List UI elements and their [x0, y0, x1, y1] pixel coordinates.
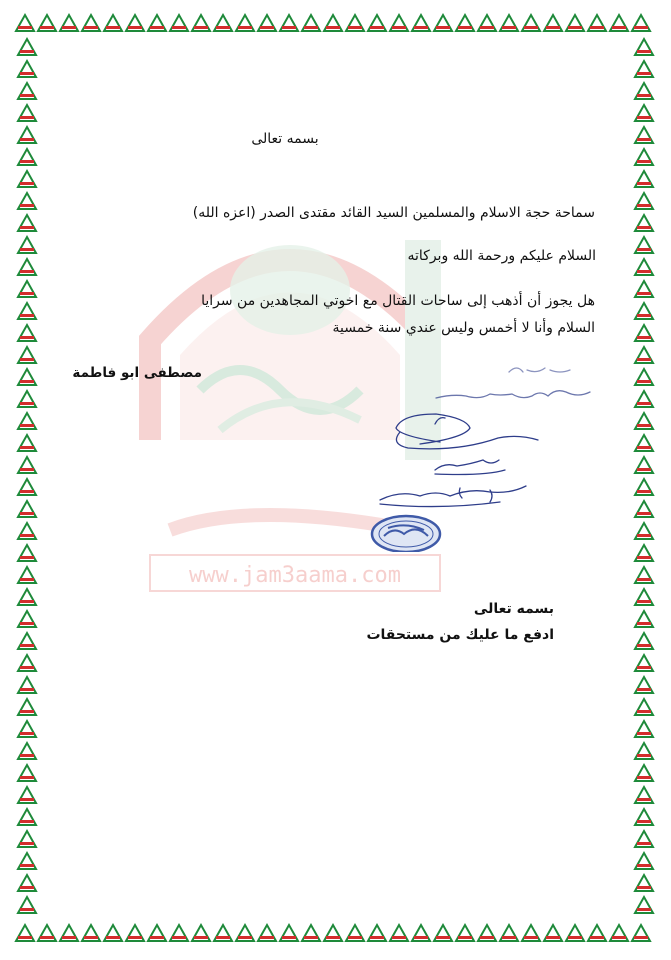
- border-ornament: [635, 611, 653, 628]
- border-ornament: [635, 39, 653, 56]
- border-ornament: [544, 925, 562, 942]
- border-ornament: [635, 831, 653, 848]
- border-ornament: [60, 15, 78, 32]
- border-ornament: [632, 15, 650, 32]
- border-ornament: [82, 15, 100, 32]
- border-ornament: [635, 853, 653, 870]
- border-ornament: [635, 523, 653, 540]
- border-ornament: [214, 15, 232, 32]
- border-ornament: [635, 171, 653, 188]
- border-ornament: [18, 677, 36, 694]
- border-ornament: [610, 925, 628, 942]
- border-ornament: [18, 457, 36, 474]
- border-ornament: [324, 925, 342, 942]
- border-ornament: [302, 15, 320, 32]
- border-ornament: [18, 655, 36, 672]
- border-ornament: [635, 743, 653, 760]
- handwritten-reply-signature: [340, 362, 600, 552]
- border-ornament: [635, 83, 653, 100]
- border-ornament: [104, 925, 122, 942]
- border-ornament: [566, 15, 584, 32]
- border-ornament: [544, 15, 562, 32]
- border-ornament: [412, 925, 430, 942]
- border-ornament: [18, 347, 36, 364]
- border-ornament: [18, 545, 36, 562]
- border-ornament: [635, 391, 653, 408]
- border-ornament: [18, 303, 36, 320]
- border-ornament: [500, 925, 518, 942]
- border-ornament: [192, 15, 210, 32]
- border-ornament: [18, 633, 36, 650]
- border-ornament: [280, 15, 298, 32]
- border-ornament: [18, 787, 36, 804]
- border-ornament: [635, 325, 653, 342]
- letter-recipient: سماحة حجة الاسلام والمسلمين السيد القائد مقتدى الصدر (اعزه الله): [192, 205, 595, 221]
- border-ornament: [18, 149, 36, 166]
- border-ornament: [635, 721, 653, 738]
- border-ornament: [18, 39, 36, 56]
- border-ornament: [126, 925, 144, 942]
- border-ornament: [635, 677, 653, 694]
- border-ornament: [566, 925, 584, 942]
- border-ornament: [635, 699, 653, 716]
- border-ornament: [280, 925, 298, 942]
- border-ornament: [148, 15, 166, 32]
- reply-opening: بسمه تعالى: [473, 601, 554, 617]
- decorative-border-bottom: [14, 920, 657, 946]
- border-ornament: [635, 369, 653, 386]
- border-ornament: [368, 925, 386, 942]
- border-ornament: [192, 925, 210, 942]
- reply-text: ادفع ما عليك من مستحقات: [366, 627, 554, 643]
- border-ornament: [434, 925, 452, 942]
- border-ornament: [635, 61, 653, 78]
- border-ornament: [18, 479, 36, 496]
- border-ornament: [18, 369, 36, 386]
- border-ornament: [18, 127, 36, 144]
- border-ornament: [522, 925, 540, 942]
- border-ornament: [635, 259, 653, 276]
- reply-block: [330, 596, 554, 648]
- border-ornament: [18, 567, 36, 584]
- border-ornament: [18, 765, 36, 782]
- border-ornament: [236, 925, 254, 942]
- letter-greeting: السلام عليكم ورحمة الله وبركاته: [407, 248, 596, 264]
- border-ornament: [632, 925, 650, 942]
- border-ornament: [258, 15, 276, 32]
- border-ornament: [635, 655, 653, 672]
- border-ornament: [38, 925, 56, 942]
- border-ornament: [635, 479, 653, 496]
- border-ornament: [302, 925, 320, 942]
- border-ornament: [368, 15, 386, 32]
- border-ornament: [635, 875, 653, 892]
- border-ornament: [16, 925, 34, 942]
- border-ornament: [18, 611, 36, 628]
- border-ornament: [522, 15, 540, 32]
- border-ornament: [635, 105, 653, 122]
- border-ornament: [635, 347, 653, 364]
- border-ornament: [82, 925, 100, 942]
- border-ornament: [18, 61, 36, 78]
- border-ornament: [60, 925, 78, 942]
- border-ornament: [635, 413, 653, 430]
- border-ornament: [18, 589, 36, 606]
- border-ornament: [635, 215, 653, 232]
- border-ornament: [390, 15, 408, 32]
- watermark-url: www.jam3aama.com: [189, 563, 401, 588]
- border-ornament: [126, 15, 144, 32]
- border-ornament: [635, 303, 653, 320]
- border-ornament: [588, 15, 606, 32]
- border-ornament: [635, 765, 653, 782]
- border-ornament: [635, 127, 653, 144]
- border-ornament: [18, 281, 36, 298]
- letter-opening: بسمه تعالى: [251, 131, 319, 147]
- border-ornament: [18, 83, 36, 100]
- border-ornament: [635, 567, 653, 584]
- border-ornament: [635, 633, 653, 650]
- border-ornament: [635, 545, 653, 562]
- border-ornament: [412, 15, 430, 32]
- border-ornament: [18, 105, 36, 122]
- border-ornament: [18, 215, 36, 232]
- border-ornament: [258, 925, 276, 942]
- border-ornament: [635, 237, 653, 254]
- border-ornament: [16, 15, 34, 32]
- border-ornament: [434, 15, 452, 32]
- border-ornament: [478, 925, 496, 942]
- border-ornament: [18, 809, 36, 826]
- border-ornament: [390, 925, 408, 942]
- border-ornament: [456, 15, 474, 32]
- border-ornament: [324, 15, 342, 32]
- border-ornament: [18, 721, 36, 738]
- border-ornament: [148, 925, 166, 942]
- border-ornament: [18, 413, 36, 430]
- border-ornament: [18, 325, 36, 342]
- border-ornament: [346, 925, 364, 942]
- border-ornament: [588, 925, 606, 942]
- border-ornament: [635, 149, 653, 166]
- border-ornament: [635, 589, 653, 606]
- border-ornament: [18, 237, 36, 254]
- border-ornament: [170, 925, 188, 942]
- border-ornament: [104, 15, 122, 32]
- border-ornament: [18, 699, 36, 716]
- border-ornament: [635, 787, 653, 804]
- border-ornament: [456, 925, 474, 942]
- border-ornament: [500, 15, 518, 32]
- letter-question: هل يجوز أن أذهب إلى ساحات القتال مع اخوتي المجاهدين من سرايا السلام وأنا لا أخمس وليس عندي سنة خمسية: [201, 293, 595, 336]
- border-ornament: [610, 15, 628, 32]
- border-ornament: [18, 171, 36, 188]
- border-ornament: [18, 523, 36, 540]
- border-ornament: [18, 391, 36, 408]
- border-ornament: [18, 435, 36, 452]
- border-ornament: [635, 501, 653, 518]
- border-ornament: [478, 15, 496, 32]
- border-ornament: [18, 875, 36, 892]
- border-ornament: [635, 193, 653, 210]
- border-ornament: [18, 259, 36, 276]
- decorative-border-top: [14, 10, 657, 36]
- border-ornament: [18, 743, 36, 760]
- decorative-border-left: [14, 36, 40, 920]
- border-ornament: [635, 281, 653, 298]
- border-ornament: [635, 435, 653, 452]
- border-ornament: [18, 501, 36, 518]
- border-ornament: [18, 831, 36, 848]
- border-ornament: [18, 853, 36, 870]
- decorative-border-right: [631, 36, 657, 920]
- letter-sender: مصطفى ابو فاطمة: [72, 365, 202, 381]
- border-ornament: [635, 897, 653, 914]
- border-ornament: [18, 193, 36, 210]
- border-ornament: [38, 15, 56, 32]
- border-ornament: [635, 809, 653, 826]
- border-ornament: [18, 897, 36, 914]
- border-ornament: [170, 15, 188, 32]
- border-ornament: [635, 457, 653, 474]
- border-ornament: [236, 15, 254, 32]
- border-ornament: [346, 15, 364, 32]
- border-ornament: [214, 925, 232, 942]
